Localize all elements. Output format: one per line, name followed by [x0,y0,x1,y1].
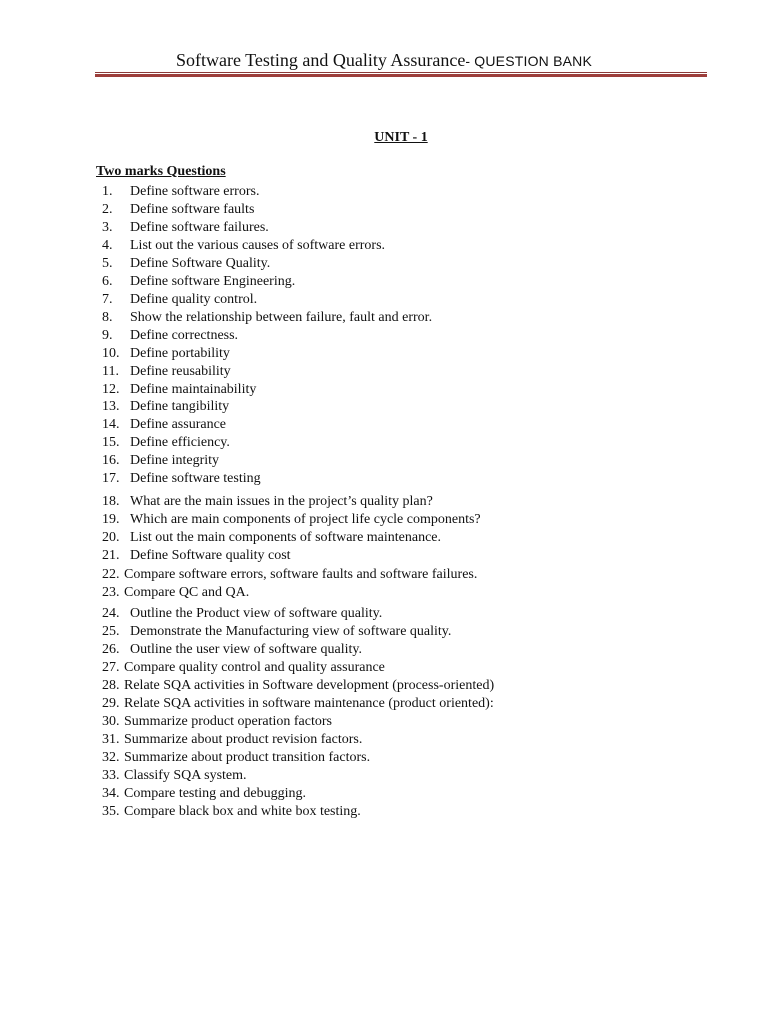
question-text: Define efficiency. [130,435,230,450]
question-number: 21. [102,548,120,563]
question-number: 30. [102,714,120,729]
question-number: 15. [102,435,120,450]
question-number: 17. [102,471,120,486]
unit-heading: UNIT - 1 [374,130,428,145]
question-text: Compare quality control and quality assurance [124,660,385,675]
question-number: 7. [102,292,113,307]
page-header [0,49,768,72]
question-number: 19. [102,512,120,527]
question-text: Define software failures. [130,220,269,235]
question-text: List out the main components of software maintenance. [130,530,442,545]
question-number: 35. [102,804,120,819]
question-number: 27. [102,660,120,675]
question-text: Compare testing and debugging. [124,786,306,801]
question-number: 26. [102,642,120,657]
question-number: 20. [102,530,120,545]
question-number: 33. [102,768,120,783]
question-text: Demonstrate the Manufacturing view of software quality. [130,624,452,639]
header-rule-thick [95,74,707,77]
question-text: What are the main issues in the project’s quality plan? [130,494,433,509]
question-text: Summarize about product revision factors. [124,732,363,747]
question-text: Define Software Quality. [130,256,271,271]
question-number: 24. [102,606,120,621]
header-rule-thin [95,72,707,73]
question-text: Summarize about product transition factors. [124,750,371,765]
question-number: 6. [102,274,113,289]
question-number: 1. [102,184,113,199]
question-number: 12. [102,382,120,397]
question-number: 18. [102,494,120,509]
question-text: Define tangibility [130,399,230,414]
question-number: 4. [102,238,113,253]
question-text: Relate SQA activities in Software development (process-oriented) [124,678,495,693]
question-text: Compare QC and QA. [124,585,250,600]
question-number: 13. [102,399,120,414]
question-text: Define assurance [130,417,227,432]
question-text: Define integrity [130,453,220,468]
question-number: 31. [102,732,120,747]
header-subtitle: - QUESTION BANK [465,53,593,69]
question-text: Define reusability [130,364,231,379]
question-number: 14. [102,417,120,432]
question-text: Classify SQA system. [124,768,247,783]
question-number: 32. [102,750,120,765]
question-number: 11. [102,364,119,379]
question-text: Relate SQA activities in software maintenance (product oriented): [124,696,494,711]
question-text: Define portability [130,346,230,361]
question-number: 5. [102,256,113,271]
question-text: Define quality control. [130,292,258,307]
question-text: Outline the user view of software quality. [130,642,362,657]
question-number: 34. [102,786,120,801]
question-number: 10. [102,346,120,361]
question-number: 9. [102,328,113,343]
question-number: 8. [102,310,113,325]
question-text: Define Software quality cost [130,548,291,563]
question-text: Define maintainability [130,382,257,397]
question-number: 28. [102,678,120,693]
question-text: Define software faults [130,202,255,217]
question-number: 16. [102,453,120,468]
question-number: 25. [102,624,120,639]
question-number: 29. [102,696,120,711]
question-text: Which are main components of project life cycle components? [130,512,481,527]
question-text: Define software testing [130,471,261,486]
question-text: Outline the Product view of software quality. [130,606,383,621]
question-text: Define software errors. [130,184,260,199]
question-number: 23. [102,585,120,600]
question-text: Show the relationship between failure, fault and error. [130,310,433,325]
question-text: Compare software errors, software faults and software failures. [124,567,478,582]
header-title: Software Testing and Quality Assurance [175,50,466,70]
question-number: 3. [102,220,113,235]
question-text: Define correctness. [130,328,239,343]
question-text: Define software Engineering. [130,274,296,289]
question-text: Compare black box and white box testing. [124,804,361,819]
question-number: 2. [102,202,113,217]
question-number: 22. [102,567,120,582]
section-heading: Two marks Questions [96,164,226,179]
question-text: List out the various causes of software errors. [130,238,386,253]
question-text: Summarize product operation factors [124,714,332,729]
